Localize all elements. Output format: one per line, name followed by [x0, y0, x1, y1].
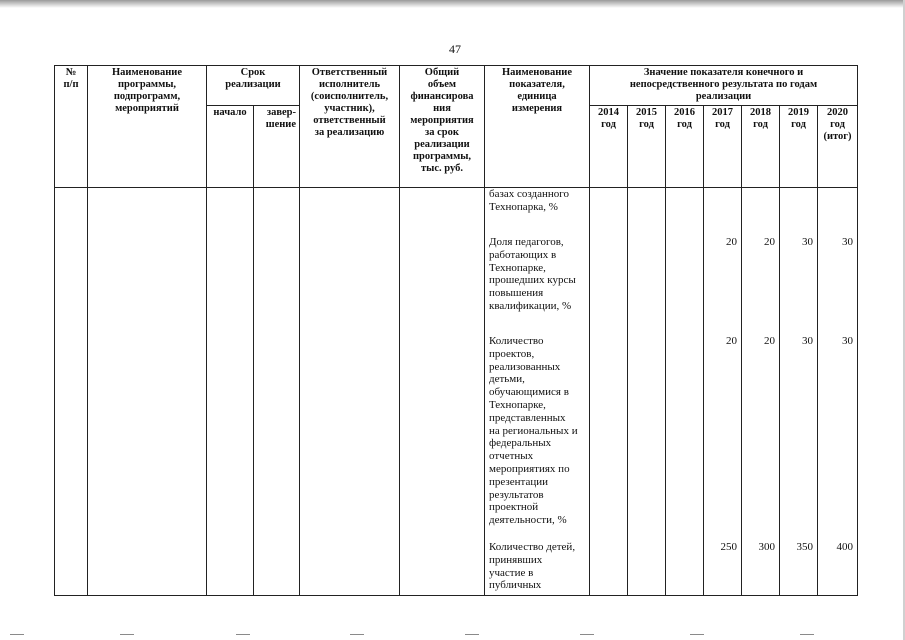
indicator-text: базах созданного Технопарка, %	[489, 188, 569, 213]
cell-executor	[300, 188, 400, 596]
header-year-2015: 2015 год	[628, 106, 666, 188]
value-2019: 350	[796, 541, 813, 553]
scan-artifact	[236, 634, 250, 635]
header-indicator: Наименование показателя, единица измерения	[485, 66, 590, 188]
header-year-2018: 2018 год	[742, 106, 780, 188]
header-financing: Общий объем финансирова ния мероприятия за срок реализации программы, тыс. руб.	[400, 66, 485, 188]
value-2020: 30	[842, 236, 854, 248]
cell-year-2016	[666, 188, 704, 596]
value-2018: 300	[758, 541, 775, 553]
indicator-text: Доля педагогов, работающих в Технопарке, прошедших курсы повышения квалификации, %	[489, 236, 576, 312]
header-year-2020: 2020 год (итог)	[818, 106, 858, 188]
header-year-2017: 2017 год	[704, 106, 742, 188]
cell-term-end	[254, 188, 300, 596]
scan-artifact	[120, 634, 134, 635]
page-number: 47	[449, 42, 461, 56]
value-2017: 20	[726, 236, 737, 248]
cell-year-2020	[818, 188, 858, 596]
header-name: Наименование программы, подпрограмм, мероприятий	[88, 66, 207, 188]
cell-year-2017	[704, 188, 742, 596]
table-row	[55, 188, 858, 596]
value-2017: 20	[726, 335, 737, 347]
scan-artifact	[800, 634, 814, 635]
cell-term-start	[207, 188, 254, 596]
header-term-start: начало	[207, 106, 254, 188]
value-2019: 30	[802, 335, 813, 347]
value-2020: 30	[842, 335, 854, 347]
scan-artifact	[690, 634, 704, 635]
value-2017: 250	[720, 541, 737, 553]
scan-artifact	[10, 634, 24, 635]
cell-financing	[400, 188, 485, 596]
header-num: № п/п	[55, 66, 88, 188]
scan-artifact	[350, 634, 364, 635]
header-term-end: завер- шение	[254, 106, 300, 188]
scan-artifact	[580, 634, 594, 635]
cell-year-2019	[780, 188, 818, 596]
cell-indicators	[485, 188, 590, 596]
cell-year-2015	[628, 188, 666, 596]
header-year-2016: 2016 год	[666, 106, 704, 188]
cell-year-2014	[590, 188, 628, 596]
scan-artifact	[465, 634, 479, 635]
cell-name	[88, 188, 207, 596]
header-term: Срок реализации	[207, 66, 300, 106]
indicator-text: Количество проектов, реализованных детьми, обучающимися в Технопарке, представленных на региональных и федеральных отчетных мероприятиях по презентации результатов проектной деятельности, %	[489, 335, 578, 527]
header-executor: Ответственный исполнитель (соисполнитель, участник), ответственный за реализацию	[300, 66, 400, 188]
value-2020: 400	[836, 541, 854, 553]
scan-edge-top	[0, 0, 905, 8]
cell-year-2018	[742, 188, 780, 596]
header-year-2014: 2014 год	[590, 106, 628, 188]
header-values-title: Значение показателя конечного и непосредственного результата по годам реализации	[590, 66, 858, 106]
header-year-2019: 2019 год	[780, 106, 818, 188]
value-2018: 20	[764, 236, 775, 248]
value-2018: 20	[764, 335, 775, 347]
cell-num	[55, 188, 88, 596]
program-indicators-table	[54, 65, 858, 596]
value-2019: 30	[802, 236, 813, 248]
indicator-text: Количество детей, принявших участие в публичных	[489, 541, 576, 592]
